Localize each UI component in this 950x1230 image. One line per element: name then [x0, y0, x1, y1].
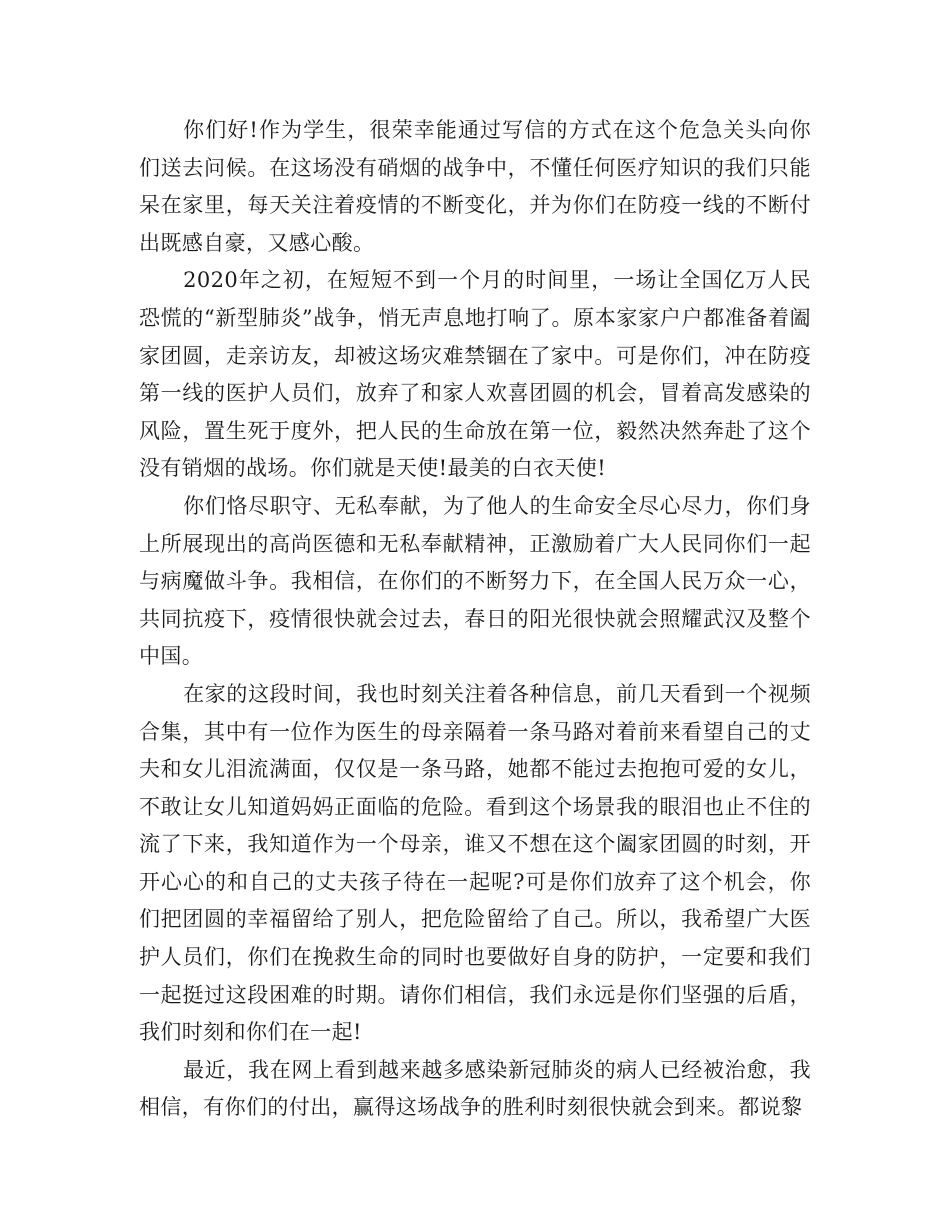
- paragraph-outbreak: 2020年之初，在短短不到一个月的时间里，一场让全国亿万人民恐慌的“新型肺炎”战争，悄无声息地打响了。原本家家户户都准备着阖家团圆，走亲访友，却被这场灾难禁锢在了家中。可是你们，冲在防疫第一线的医护人员们，放弃了和家人欢喜团圆的机会，冒着高发感染的风险，置生死于度外，把人民的生命放在第一位，毅然决然奔赴了这个没有销烟的战场。你们就是天使!最美的白衣天使!: [139, 268, 811, 481]
- letter-body: [139, 112, 811, 1127]
- paragraph-dedication: 你们恪尽职守、无私奉献，为了他人的生命安全尽心尽力，你们身上所展现出的高尚医德和无私奉献精神，正激励着广大人民同你们一起与病魔做斗争。我相信，在你们的不断努力下，在全国人民万众一心，共同抗疫下，疫情很快就会过去，春日的阳光很快就会照耀武汉及整个中国。: [139, 493, 811, 669]
- paragraph-video-story: 在家的这段时间，我也时刻关注着各种信息，前几天看到一个视频合集，其中有一位作为医生的母亲隔着一条马路对着前来看望自己的丈夫和女儿泪流满面，仅仅是一条马路，她都不能过去抱抱可爱的女儿，不敢让女儿知道妈妈正面临的危险。看到这个场景我的眼泪也止不住的流了下来，我知道作为一个母亲，谁又不想在这个阖家团圆的时刻，开开心心的和自己的丈夫孩子待在一起呢?可是你们放弃了这个机会，你们把团圆的幸福留给了别人，把危险留给了自己。所以，我希望广大医护人员们，你们在挽救生命的同时也要做好自身的防护，一定要和我们一起挺过这段困难的时期。请你们相信，我们永远是你们坚强的后盾，我们时刻和你们在一起!: [139, 681, 811, 1045]
- paragraph-greeting: 你们好!作为学生，很荣幸能通过写信的方式在这个危急关头向你们送去问候。在这场没有硝烟的战争中，不懂任何医疗知识的我们只能呆在家里，每天关注着疫情的不断变化，并为你们在防疫一线的不断付出既感自豪，又感心酸。: [139, 118, 811, 255]
- paragraph-recovery: 最近，我在网上看到越来越多感染新冠肺炎的病人已经被治愈，我相信，有你们的付出，赢得这场战争的胜利时刻很快就会到来。都说黎: [139, 1057, 811, 1120]
